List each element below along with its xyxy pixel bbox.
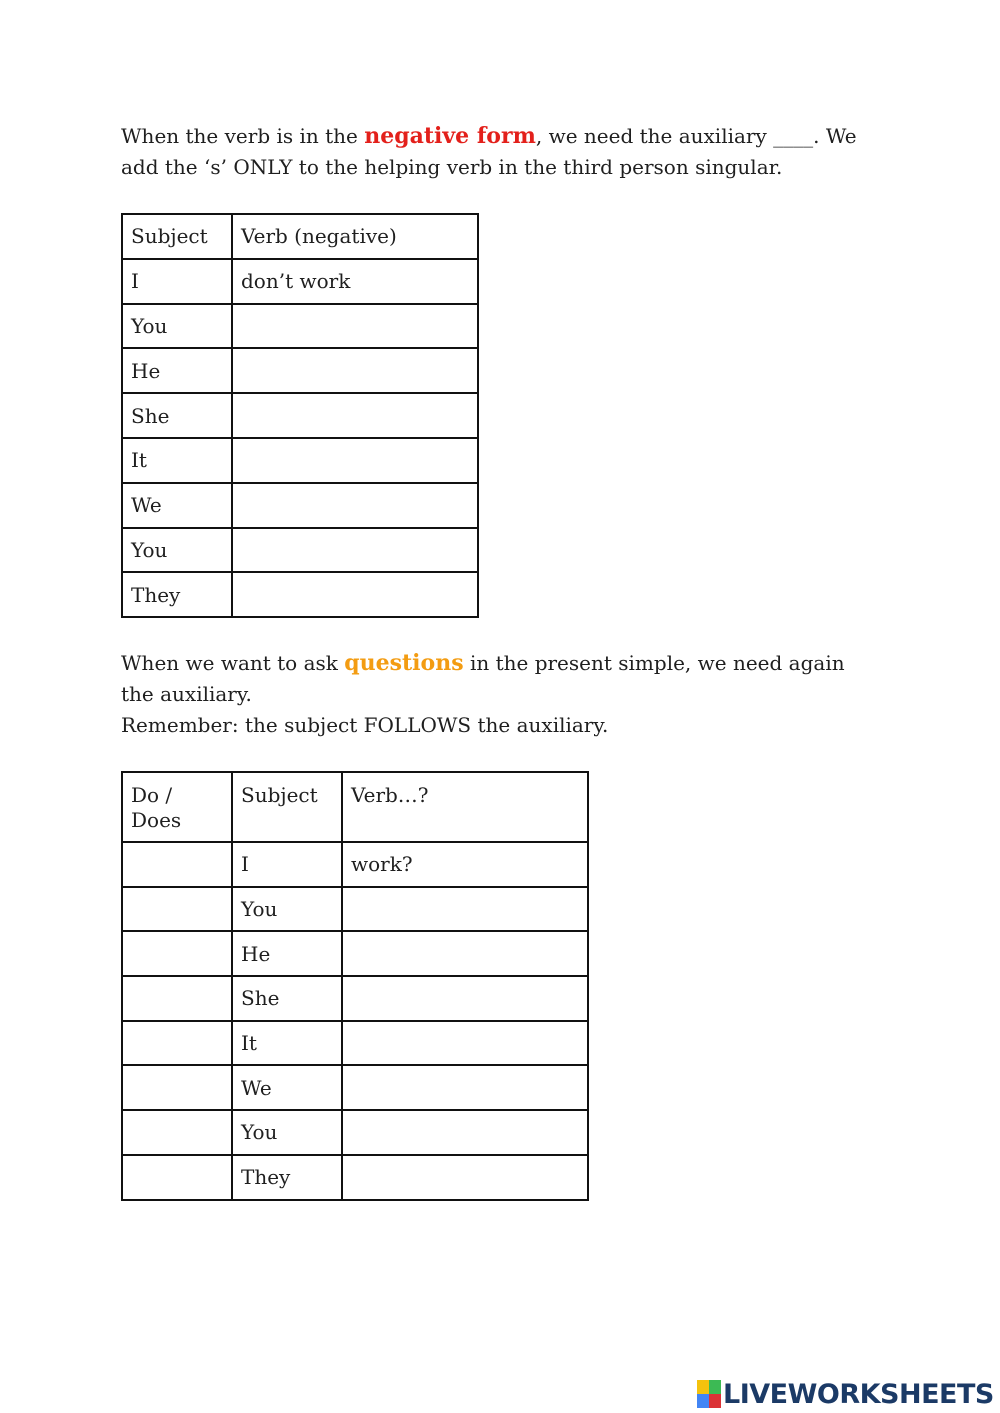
- subject-cell: You: [232, 1110, 342, 1155]
- logo-text: LIVEWORKSHEETS: [723, 1378, 994, 1410]
- table-row: [122, 976, 588, 1021]
- questions-highlight: questions: [344, 650, 464, 676]
- subject-cell: He: [232, 931, 342, 976]
- subject-cell: We: [232, 1065, 342, 1110]
- questions-intro-line: [121, 648, 881, 710]
- answer-cell[interactable]: [342, 1155, 588, 1200]
- auxiliary-cell[interactable]: [122, 976, 232, 1021]
- answer-cell[interactable]: [232, 393, 478, 438]
- subject-cell: They: [122, 572, 232, 617]
- answer-cell[interactable]: [342, 976, 588, 1021]
- remember-note: Remember: the subject FOLLOWS the auxiliary.: [121, 713, 609, 737]
- subject-cell: It: [232, 1021, 342, 1066]
- answer-cell[interactable]: [232, 528, 478, 573]
- auxiliary-cell[interactable]: [122, 1021, 232, 1066]
- questions-rule-text: in the present simple, we need again the auxiliary.: [121, 651, 845, 706]
- answer-cell[interactable]: [232, 483, 478, 528]
- header-subject: Subject: [232, 772, 342, 842]
- answer-cell[interactable]: [342, 931, 588, 976]
- table-row: [122, 1021, 588, 1066]
- negative-form-highlight: negative form: [364, 123, 536, 149]
- table-row: [122, 1155, 588, 1200]
- answer-cell[interactable]: [232, 438, 478, 483]
- answer-cell[interactable]: [342, 887, 588, 932]
- table-row: [122, 483, 478, 528]
- header-do-does: Do / Does: [122, 772, 232, 842]
- logo-mark-icon: [697, 1380, 721, 1408]
- liveworksheets-logo: [697, 1378, 994, 1410]
- table-row: [122, 259, 478, 304]
- table-row: [122, 1065, 588, 1110]
- answer-cell[interactable]: [342, 1065, 588, 1110]
- subject-cell: They: [232, 1155, 342, 1200]
- answer-cell[interactable]: [232, 348, 478, 393]
- table-row: [122, 931, 588, 976]
- subject-cell: She: [232, 976, 342, 1021]
- subject-cell: It: [122, 438, 232, 483]
- answer-cell[interactable]: [342, 1021, 588, 1066]
- table-row: [122, 842, 588, 887]
- table-row: [122, 1110, 588, 1155]
- auxiliary-cell[interactable]: [122, 1065, 232, 1110]
- table-row: [122, 348, 478, 393]
- subject-cell: I: [232, 842, 342, 887]
- subject-cell: We: [122, 483, 232, 528]
- header-verb-negative: Verb (negative): [232, 214, 478, 259]
- subject-cell: I: [122, 259, 232, 304]
- subject-cell: He: [122, 348, 232, 393]
- negative-form-instructions: [121, 121, 881, 183]
- auxiliary-cell[interactable]: [122, 1155, 232, 1200]
- table-row: [122, 304, 478, 349]
- table-row: [122, 887, 588, 932]
- header-verb: Verb…?: [342, 772, 588, 842]
- table-row: [122, 528, 478, 573]
- table-header-row: [122, 214, 478, 259]
- header-subject: Subject: [122, 214, 232, 259]
- negative-rule-text: , we need the auxiliary ____. We add the ‘s’ ONLY to the helping verb in the third person singular.: [121, 124, 857, 179]
- answer-cell: don’t work: [232, 259, 478, 304]
- auxiliary-cell[interactable]: [122, 1110, 232, 1155]
- auxiliary-cell[interactable]: [122, 887, 232, 932]
- table-row: [122, 438, 478, 483]
- answer-cell: work?: [342, 842, 588, 887]
- answer-cell[interactable]: [232, 304, 478, 349]
- auxiliary-cell[interactable]: [122, 842, 232, 887]
- subject-cell: She: [122, 393, 232, 438]
- question-verb-table: [121, 771, 589, 1201]
- questions-intro-text: When we want to ask: [121, 651, 345, 675]
- questions-instructions: [121, 648, 881, 741]
- answer-cell[interactable]: [232, 572, 478, 617]
- negative-intro-text: When the verb is in the: [121, 124, 365, 148]
- auxiliary-cell[interactable]: [122, 931, 232, 976]
- subject-cell: You: [122, 304, 232, 349]
- subject-cell: You: [232, 887, 342, 932]
- table-row: [122, 393, 478, 438]
- table-header-row: [122, 772, 588, 842]
- negative-verb-table: [121, 213, 479, 618]
- answer-cell[interactable]: [342, 1110, 588, 1155]
- subject-cell: You: [122, 528, 232, 573]
- table-row: [122, 572, 478, 617]
